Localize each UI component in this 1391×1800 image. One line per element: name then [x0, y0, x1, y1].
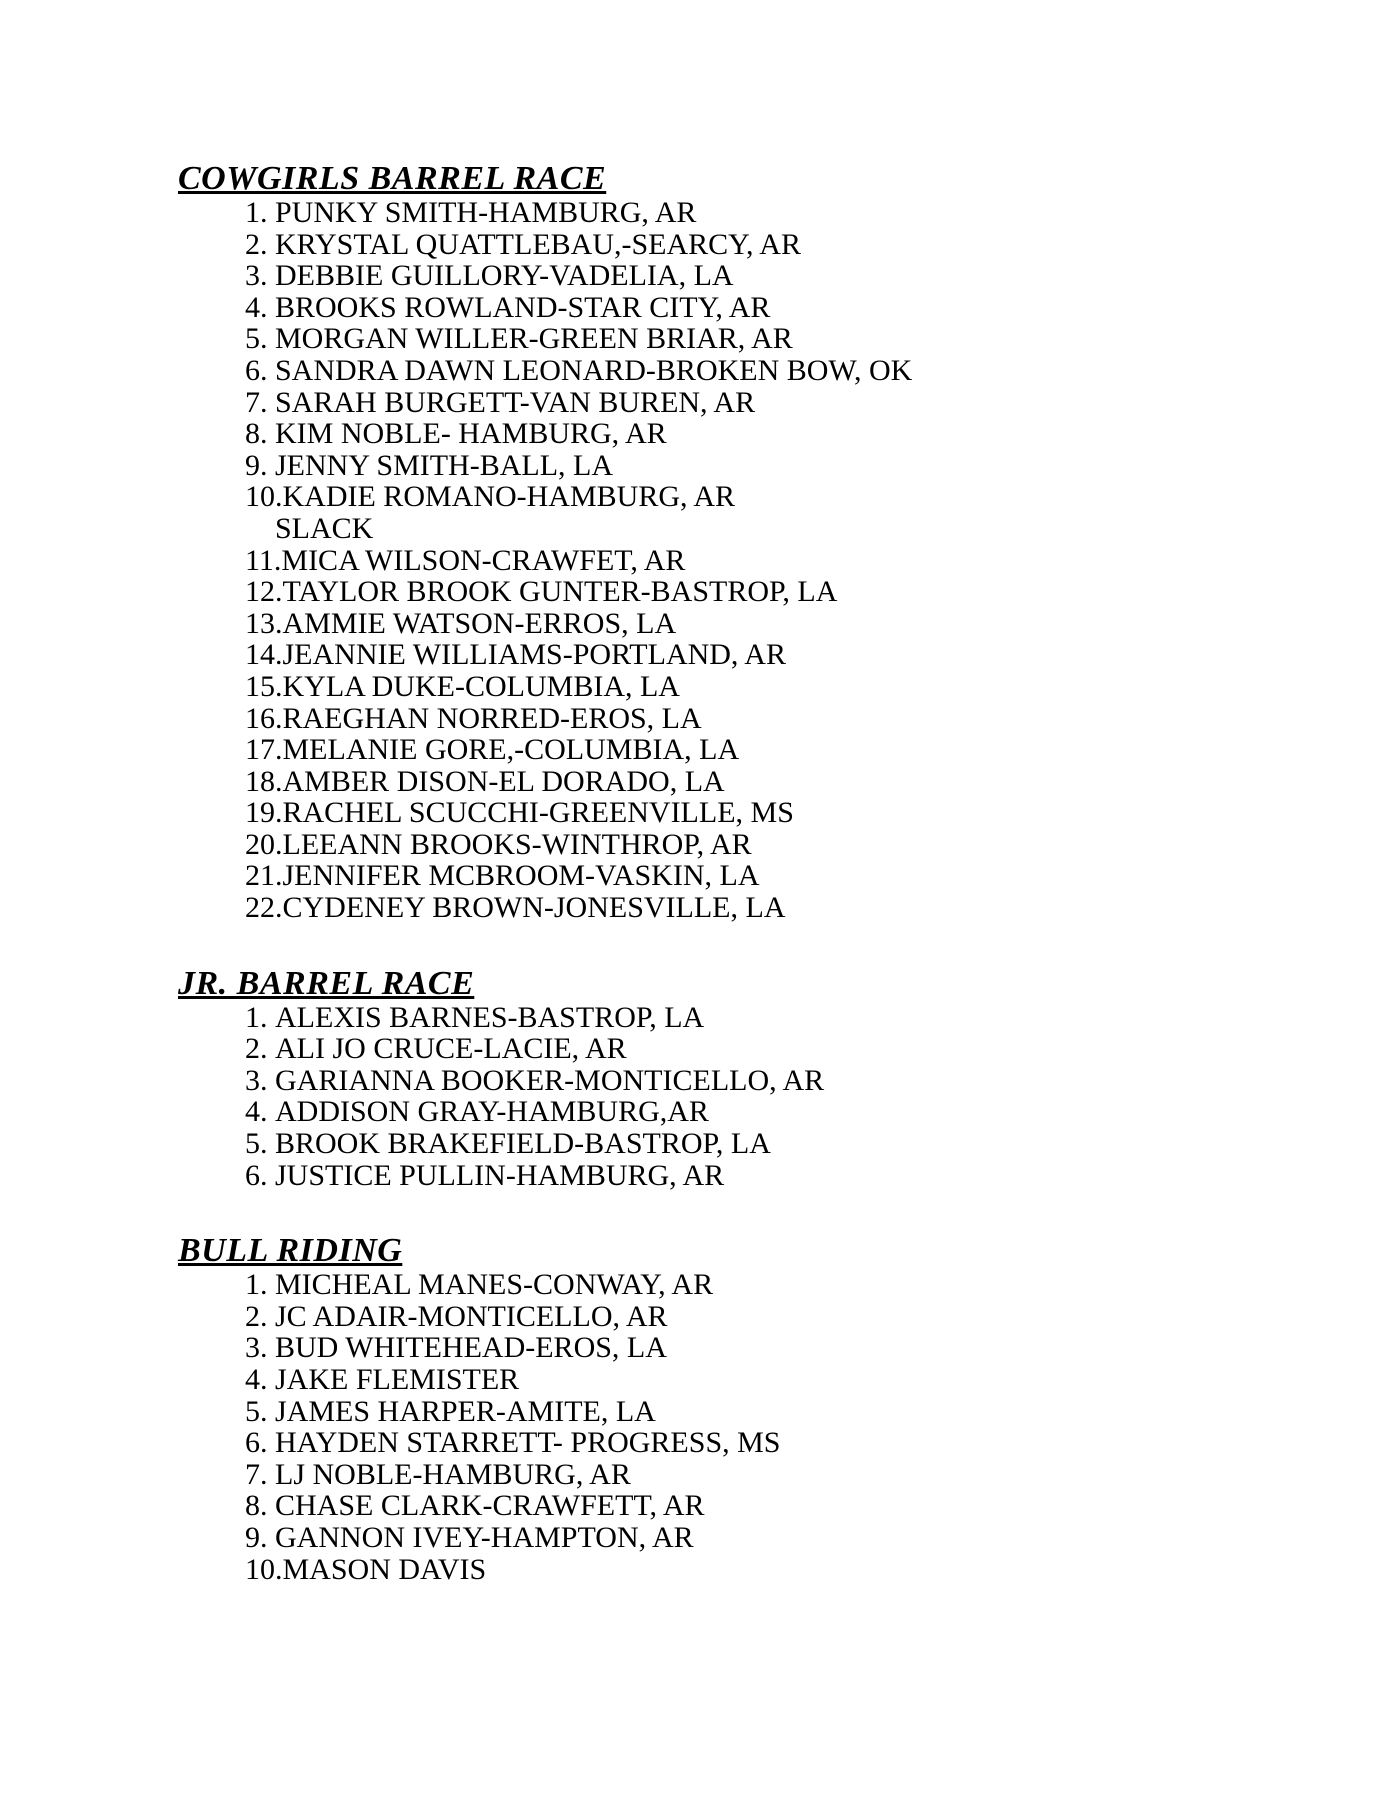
list-item — [245, 1160, 1361, 1192]
item-number: 1. — [245, 196, 268, 229]
list-item — [245, 1128, 1361, 1160]
item-text: PUNKY SMITH-HAMBURG, AR — [275, 196, 697, 229]
item-text: ADDISON GRAY-HAMBURG,AR — [275, 1095, 709, 1129]
list-item — [245, 671, 1361, 703]
list-item — [245, 1459, 1361, 1491]
list-item — [245, 1301, 1361, 1333]
item-number: 6. — [245, 353, 268, 387]
list-item — [245, 1096, 1361, 1128]
item-text: ALI JO CRUCE-LACIE, AR — [275, 1032, 627, 1066]
list-item — [245, 1554, 1361, 1586]
list-item — [245, 545, 1361, 577]
item-number: 15. — [245, 669, 283, 703]
item-number: 12. — [245, 575, 283, 609]
list-item — [245, 418, 1361, 450]
item-number: 13. — [245, 606, 283, 640]
item-number: 3. — [245, 1331, 268, 1365]
list-item — [245, 292, 1361, 324]
item-text: JAKE FLEMISTER — [275, 1363, 520, 1396]
item-number: 2. — [245, 1032, 268, 1066]
item-number: 1. — [245, 1268, 268, 1302]
section-title: BULL RIDING — [178, 1232, 403, 1270]
item-number — [245, 513, 275, 545]
item-text: MORGAN WILLER-GREEN BRIAR, AR — [275, 322, 793, 356]
list-item — [245, 197, 1361, 229]
item-number: 8. — [245, 417, 268, 451]
list-item — [245, 1396, 1361, 1428]
item-text: BROOK BRAKEFIELD-BASTROP, LA — [275, 1127, 771, 1161]
item-number: 2. — [245, 1299, 268, 1333]
item-number: 2. — [245, 227, 268, 261]
item-text: KRYSTAL QUATTLEBAU,-SEARCY, AR — [275, 227, 801, 261]
item-number: 3. — [245, 259, 268, 293]
list-item — [245, 1427, 1361, 1459]
section-title: JR. BARREL RACE — [178, 964, 475, 1002]
item-text: SLACK — [275, 511, 374, 545]
item-number: 10. — [245, 1552, 283, 1586]
list-item — [245, 355, 1361, 387]
item-text: JENNY SMITH-BALL, LA — [275, 448, 614, 482]
item-number: 14. — [245, 638, 283, 672]
item-number: 17. — [245, 733, 283, 767]
section — [178, 966, 1361, 1192]
list-item — [245, 387, 1361, 419]
item-number: 6. — [245, 1158, 268, 1192]
item-number: 19. — [245, 796, 283, 830]
list-item — [245, 703, 1361, 735]
item-text: CYDENEY BROWN-JONESVILLE, LA — [282, 891, 786, 925]
item-number: 20. — [245, 827, 283, 861]
list-item — [245, 260, 1361, 292]
list-item — [245, 1269, 1361, 1301]
list-item — [245, 829, 1361, 861]
item-number: 5. — [245, 1127, 268, 1161]
item-text: HAYDEN STARRETT- PROGRESS, MS — [275, 1426, 781, 1460]
list-item — [245, 229, 1361, 261]
item-number: 3. — [245, 1063, 268, 1097]
item-text: JAMES HARPER-AMITE, LA — [275, 1394, 656, 1428]
item-text: AMBER DISON-EL DORADO, LA — [282, 764, 725, 798]
item-text: LJ NOBLE-HAMBURG, AR — [275, 1457, 631, 1491]
item-text: ALEXIS BARNES-BASTROP, LA — [275, 1000, 705, 1034]
item-number: 4. — [245, 1095, 268, 1129]
item-number: 21. — [245, 859, 283, 893]
item-number: 4. — [245, 1363, 268, 1396]
item-number: 7. — [245, 385, 268, 419]
item-number: 16. — [245, 701, 283, 735]
item-text: GANNON IVEY-HAMPTON, AR — [275, 1520, 694, 1554]
list-item — [245, 892, 1361, 924]
list-item — [245, 1002, 1361, 1034]
item-text: MICHEAL MANES-CONWAY, AR — [275, 1268, 714, 1302]
list-item — [245, 1033, 1361, 1065]
item-text: KIM NOBLE- HAMBURG, AR — [275, 417, 667, 451]
item-text: KADIE ROMANO-HAMBURG, AR — [282, 480, 736, 514]
item-number: 9. — [245, 448, 268, 482]
list-item — [245, 513, 1361, 545]
list-item — [245, 734, 1361, 766]
item-number: 1. — [245, 1000, 268, 1034]
list-item — [245, 1332, 1361, 1364]
item-text: TAYLOR BROOK GUNTER-BASTROP, LA — [282, 575, 838, 609]
item-text: MELANIE GORE,-COLUMBIA, LA — [282, 733, 740, 767]
section — [178, 161, 1361, 924]
item-text: CHASE CLARK-CRAWFETT, AR — [275, 1489, 705, 1523]
item-number: 22. — [245, 891, 283, 925]
list-item — [245, 639, 1361, 671]
item-text: SARAH BURGETT-VAN BUREN, AR — [275, 385, 756, 419]
item-text: BUD WHITEHEAD-EROS, LA — [275, 1331, 667, 1365]
list-item — [245, 608, 1361, 640]
item-number: 10. — [245, 480, 283, 514]
item-text: AMMIE WATSON-ERROS, LA — [282, 606, 677, 640]
item-number: 7. — [245, 1457, 268, 1491]
entry-list — [245, 1269, 1361, 1585]
item-text: JENNIFER MCBROOM-VASKIN, LA — [282, 859, 760, 893]
item-text: RACHEL SCUCCHI-GREENVILLE, MS — [282, 796, 794, 830]
item-text: JC ADAIR-MONTICELLO, AR — [275, 1299, 668, 1333]
item-number: 11. — [245, 543, 282, 577]
item-text: RAEGHAN NORRED-EROS, LA — [282, 701, 702, 735]
item-text: GARIANNA BOOKER-MONTICELLO, AR — [275, 1063, 825, 1097]
item-text: LEEANN BROOKS-WINTHROP, AR — [282, 827, 752, 861]
list-item — [245, 1065, 1361, 1097]
item-number: 5. — [245, 322, 268, 356]
list-item — [245, 1522, 1361, 1554]
item-text: JUSTICE PULLIN-HAMBURG, AR — [275, 1158, 725, 1192]
item-number: 9. — [245, 1520, 268, 1554]
list-item — [245, 450, 1361, 482]
item-text: SANDRA DAWN LEONARD-BROKEN BOW, OK — [275, 353, 913, 387]
list-item — [245, 797, 1361, 829]
item-text: BROOKS ROWLAND-STAR CITY, AR — [275, 290, 771, 324]
list-item — [245, 576, 1361, 608]
item-text: MASON DAVIS — [282, 1552, 487, 1586]
list-item — [245, 323, 1361, 355]
list-item — [245, 1364, 1361, 1396]
list-item — [245, 766, 1361, 798]
entry-list — [245, 1002, 1361, 1192]
section-title: COWGIRLS BARREL RACE — [178, 160, 607, 197]
entry-list — [245, 197, 1361, 924]
list-item — [245, 481, 1361, 513]
list-item — [245, 860, 1361, 892]
item-text: KYLA DUKE-COLUMBIA, LA — [282, 669, 680, 703]
item-text: MICA WILSON-CRAWFET, AR — [281, 543, 686, 577]
list-item — [245, 1490, 1361, 1522]
item-number: 5. — [245, 1394, 268, 1428]
item-number: 6. — [245, 1426, 268, 1460]
item-text: JEANNIE WILLIAMS-PORTLAND, AR — [282, 638, 786, 672]
item-number: 8. — [245, 1489, 268, 1523]
section — [178, 1233, 1361, 1585]
item-number: 4. — [245, 290, 268, 324]
item-text: DEBBIE GUILLORY-VADELIA, LA — [275, 259, 734, 293]
item-number: 18. — [245, 764, 283, 798]
